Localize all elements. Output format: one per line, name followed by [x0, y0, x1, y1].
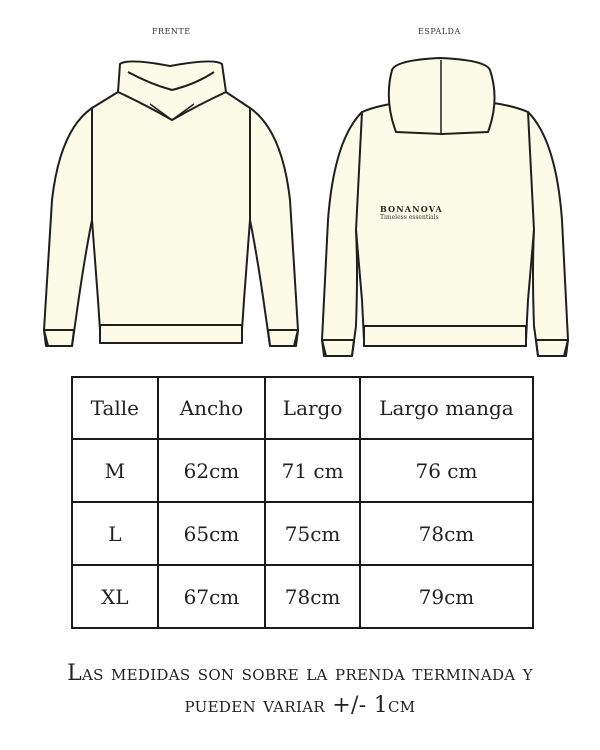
note-line-1: Las medidas son sobre la prenda terminada y	[67, 661, 533, 686]
brand-print	[380, 205, 443, 221]
cell-largo: 75cm	[265, 502, 360, 565]
cell-largo: 78cm	[265, 565, 360, 628]
header-largo-manga: Largo manga	[360, 377, 533, 439]
cell-talle: L	[72, 502, 158, 565]
back-view-label: ESPALDA	[418, 27, 461, 36]
table-row	[72, 439, 533, 502]
back-left-sleeve	[322, 112, 362, 356]
cell-ancho: 62cm	[158, 439, 266, 502]
hoodie-illustration	[0, 0, 600, 370]
table-header-row	[72, 377, 533, 439]
cell-talle: XL	[72, 565, 158, 628]
header-ancho: Ancho	[158, 377, 266, 439]
brand-name: BONANOVA	[380, 204, 443, 214]
cell-largo: 71 cm	[265, 439, 360, 502]
cell-largo-manga: 76 cm	[360, 439, 533, 502]
back-right-sleeve	[528, 112, 568, 356]
back-waistband	[364, 326, 526, 346]
note-line-2: pueden variar +/- 1cm	[184, 693, 416, 718]
header-largo: Largo	[265, 377, 360, 439]
hoodie-front	[44, 61, 298, 346]
cell-talle: M	[72, 439, 158, 502]
brand-tagline: Timeless essentials	[380, 214, 439, 221]
front-right-sleeve	[250, 108, 298, 346]
size-table	[71, 376, 534, 629]
front-view-label: FRENTE	[152, 27, 191, 36]
cell-largo-manga: 79cm	[360, 565, 533, 628]
table-row	[72, 502, 533, 565]
front-left-sleeve	[44, 108, 92, 346]
front-waistband	[100, 325, 242, 343]
measurement-note	[0, 658, 600, 722]
cell-ancho: 67cm	[158, 565, 266, 628]
cell-ancho: 65cm	[158, 502, 266, 565]
cell-largo-manga: 78cm	[360, 502, 533, 565]
hoodie-back	[322, 58, 568, 356]
front-body	[88, 92, 254, 330]
header-talle: Talle	[72, 377, 158, 439]
table-row	[72, 565, 533, 628]
